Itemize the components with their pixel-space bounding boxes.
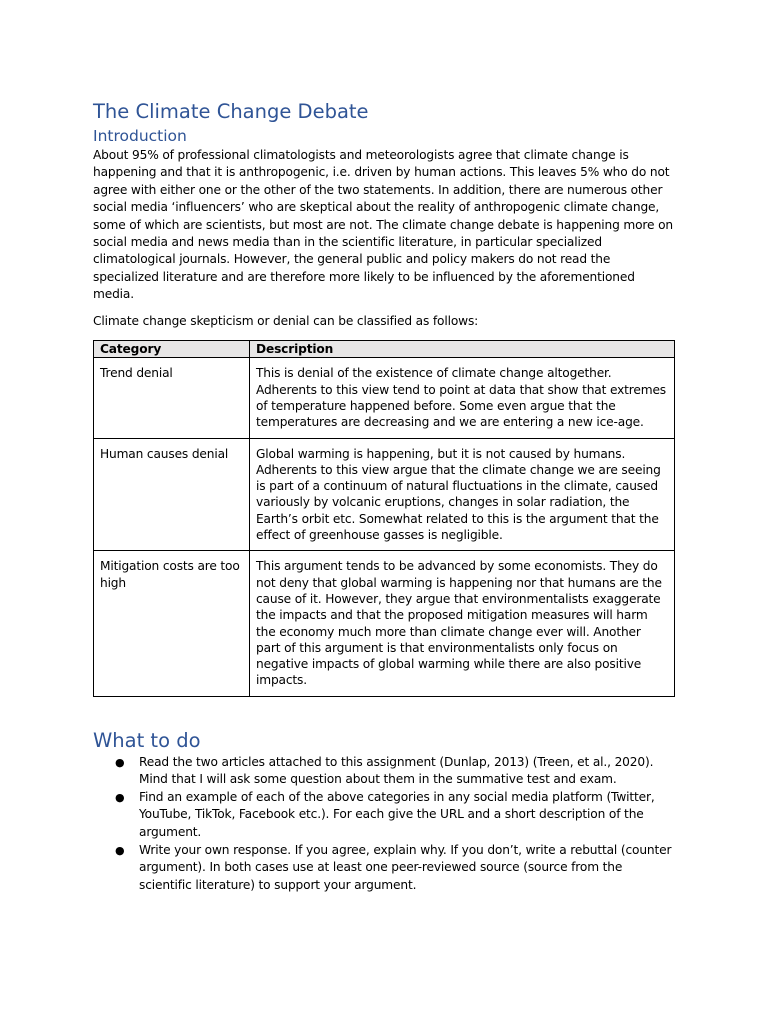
list-item [93, 842, 675, 895]
bullet-dot-icon: ● [115, 790, 125, 804]
table-header-row [94, 341, 675, 358]
category-cell: Human causes denial [94, 438, 250, 551]
bullet-dot-icon: ● [115, 843, 125, 857]
list-item-text: Write your own response. If you agree, explain why. If you don’t, write a rebuttal (counter argument). In both cases use at least one peer-reviewed source (source from the scientific literature) to support your argument. [139, 842, 672, 892]
list-item-text: Find an example of each of the above categories in any social media platform (Twitter, YouTube, TikTok, Facebook etc.). For each give the URL and a short description of the argument. [139, 789, 655, 840]
bullet-dot-icon: ● [115, 755, 125, 769]
column-header-category: Category [94, 341, 250, 358]
todo-list [93, 754, 675, 895]
category-cell: Mitigation costs are too high [94, 551, 250, 696]
column-header-description: Description [250, 341, 675, 358]
document-title: The Climate Change Debate [93, 100, 369, 123]
list-item [93, 754, 675, 789]
table-row [94, 551, 675, 696]
list-item [93, 789, 675, 842]
list-item-text: Read the two articles attached to this assignment (Dunlap, 2013) (Treen, et al., 2020). Mind that I will ask some question about them in the summative test and exam. [139, 754, 654, 787]
document-page [93, 99, 675, 894]
introduction-paragraph: About 95% of professional climatologists and meteorologists agree that climate change is happening and that it is anthropogenic, i.e. driven by human actions. This leaves 5% who do not agree with either one or the other of the two statements. In addition, there are numerous other social media ‘influencers’ who are skeptical about the reality of anthropogenic climate change, some of which are scientists, but most are not. The climate change debate is happening more on social media and news media than in the scientific literature, in particular specialized climatological journals. However, the general public and policy makers do not read the specialized literature and are therefore more likely to be influenced by the aforementioned media. [93, 148, 673, 302]
classification-sentence: Climate change skepticism or denial can be classified as follows: [93, 313, 479, 328]
what-to-do-heading: What to do [93, 728, 201, 752]
description-cell: Global warming is happening, but it is not caused by humans. Adherents to this view argue that the climate change we are seeing is part of a continuum of natural fluctuations in the climate, caused variously by volcanic eruptions, changes in solar radiation, the Earth’s orbit etc. Somewhat related to this is the argument that the effect of greenhouse gasses is negligible. [250, 438, 675, 551]
skepticism-categories-table [93, 340, 675, 697]
introduction-heading: Introduction [93, 127, 187, 145]
description-cell: This is denial of the existence of climate change altogether. Adherents to this view tend to point at data that show that extremes of temperature happened before. Some even argue that the temperatures are decreasing and we are entering a new ice-age. [250, 358, 675, 438]
table-row [94, 358, 675, 438]
category-cell: Trend denial [94, 358, 250, 438]
table-row [94, 438, 675, 551]
description-cell: This argument tends to be advanced by some economists. They do not deny that global warming is happening nor that humans are the cause of it. However, they argue that environmentalists exaggerate the impacts and that the proposed mitigation measures will harm the economy much more than climate change ever will. Another part of this argument is that environmentalists only focus on negative impacts of global warming while there are also positive impacts. [250, 551, 675, 696]
